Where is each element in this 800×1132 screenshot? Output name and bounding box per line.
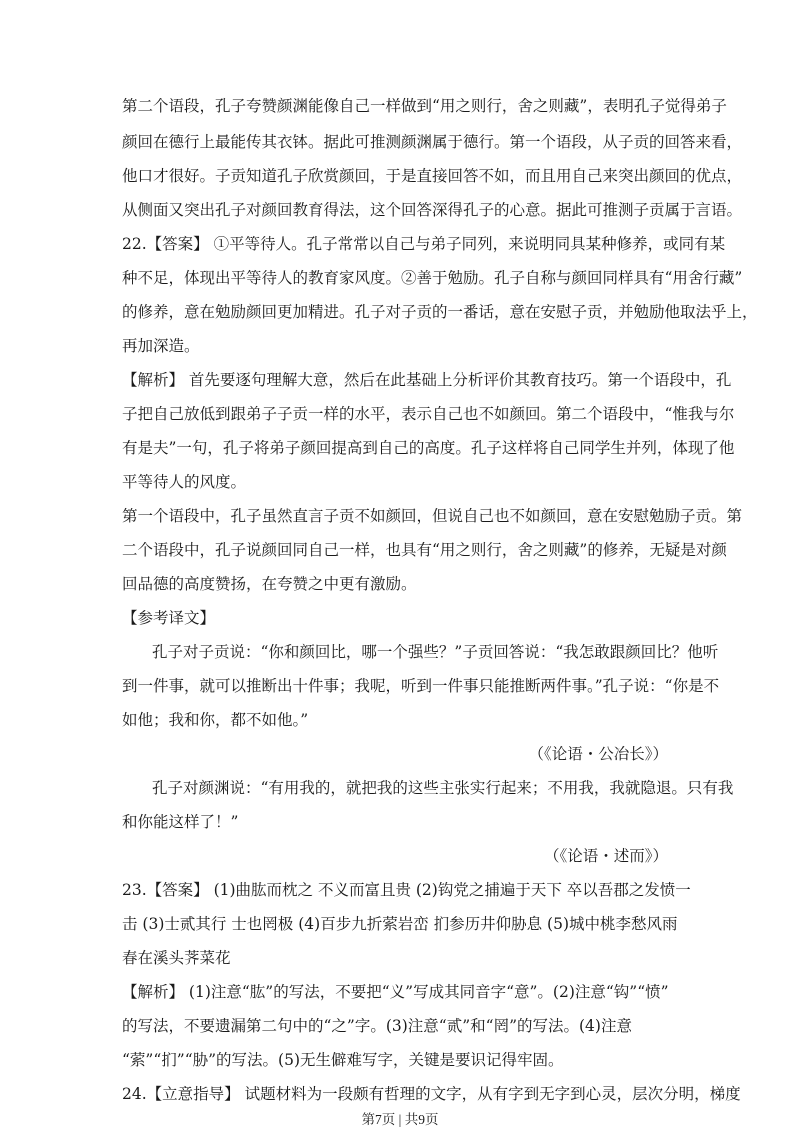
answer-23-line: 23.【答案】 (1)曲肱而枕之 不义而富且贵 (2)钩党之捕遍于天下 卒以吾郡之发愤一 xyxy=(122,881,691,899)
text-line: 种不足，体现出平等待人的教育家风度。②善于勉励。孔子自称与颜回同样具有“用舍行藏” xyxy=(122,269,743,287)
text-line: 孔子对子贡说：“你和颜回比，哪一个强些？”子贡回答说：“我怎敢跟颜回比？他听 xyxy=(152,643,719,661)
text-line: 第二个语段，孔子夸赞颜渊能像自己一样做到“用之则行，舍之则藏”，表明孔子觉得弟子 xyxy=(122,97,727,115)
text-line: 春在溪头荠菜花 xyxy=(122,949,231,967)
text-line: 如他；我和你，都不如他。” xyxy=(122,711,309,729)
text-line: 的修养，意在勉励颜回更加精进。孔子对子贡的一番话，意在安慰子贡，并勉励他取法乎上， xyxy=(122,303,758,321)
text-line: “萦”“扪”“胁”的写法。(5)无生僻难写字，关键是要识记得牢固。 xyxy=(122,1051,564,1069)
analysis-22-line: 【解析】 首先要逐句理解大意，然后在此基础上分析评价其教育技巧。第一个语段中，孔 xyxy=(122,371,732,389)
text-line: 的写法，不要遗漏第二句中的“之”字。(3)注意“贰”和“罔”的写法。(4)注意 xyxy=(122,1017,632,1035)
reference-translation-heading: 【参考译文】 xyxy=(122,609,216,627)
source-citation: （《论语・述而》） xyxy=(543,847,668,865)
text-line: 颜回在德行上最能传其衣钵。据此可推测颜渊属于德行。第一个语段，从子贡的回答来看， xyxy=(122,133,743,151)
text-line: 第一个语段中，孔子虽然直言子贡不如颜回，但说自己也不如颜回，意在安慰勉励子贡。第 xyxy=(122,507,743,525)
source-citation: （《论语・公冶长》） xyxy=(528,745,668,763)
text-line: 孔子对颜渊说：“有用我的，就把我的这些主张实行起来；不用我，我就隐退。只有我 xyxy=(152,779,734,797)
text-line: 到一件事，就可以推断出十件事；我呢，听到一件事只能推断两件事。”孔子说：“你是不 xyxy=(122,677,720,695)
text-line: 二个语段中，孔子说颜回同自己一样，也具有“用之则行，舍之则藏”的修养，无疑是对颜 xyxy=(122,541,727,559)
page-footer: 第7页 | 共9页 xyxy=(361,1112,439,1127)
question-24-line: 24.【立意指导】 试题材料为一段颇有哲理的文字，从有字到无字到心灵，层次分明，梯度 xyxy=(122,1085,741,1103)
answer-22-line: 22.【答案】 ①平等待人。孔子常常以自己与弟子同列，来说明同具某种修养，或同有某 xyxy=(122,235,726,253)
text-line: 有是夫”一句，孔子将弟子颜回提高到自己的高度。孔子这样将自己同学生并列，体现了他 xyxy=(122,439,735,457)
text-line: 他口才很好。子贡知道孔子欣赏颜回，于是直接回答不如，而且用自己来突出颜回的优点， xyxy=(122,167,743,185)
text-line: 击 (3)士贰其行 士也罔极 (4)百步九折萦岩峦 扪参历井仰胁息 (5)城中桃李愁风雨 xyxy=(122,915,678,933)
text-line: 回品德的高度赞扬，在夸赞之中更有激励。 xyxy=(122,575,417,593)
text-line: 子把自己放低到跟弟子子贡一样的水平，表示自己也不如颜回。第二个语段中，“惟我与尔 xyxy=(122,405,735,423)
text-line: 和你能这样了！” xyxy=(122,813,239,831)
text-line: 平等待人的风度。 xyxy=(122,473,247,491)
text-line: 从侧面又突出孔子对颜回教育得法，这个回答深得孔子的心意。据此可推测子贡属于言语。 xyxy=(122,201,743,219)
analysis-23-line: 【解析】 (1)注意“肱”的写法，不要把“义”写成其同音字“意”。(2)注意“钩”“愤” xyxy=(122,983,669,1001)
text-line: 再加深造。 xyxy=(122,337,200,355)
